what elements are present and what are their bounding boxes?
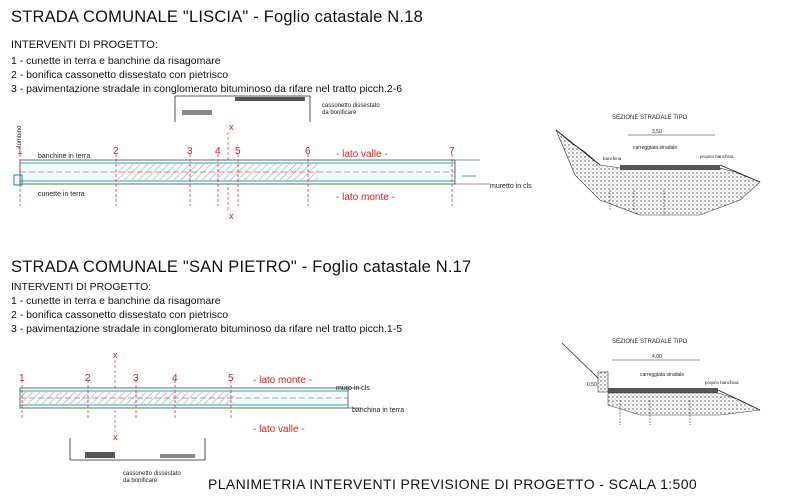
section2-station-label-1: 1	[19, 373, 25, 384]
section1-banchine-label: banchine in terra	[38, 153, 91, 160]
section2-width-label: 4,00	[652, 354, 662, 360]
section2-section-mark-top: x	[113, 350, 118, 360]
section1-muretto-label: muretto in cls	[490, 183, 532, 190]
section2-cassonetto-marker	[70, 438, 205, 460]
drawing-caption: PLANIMETRIA INTERVENTI PREVISIONE DI PROGETTO - SCALA 1:500	[208, 476, 698, 492]
section1-lato-valle: - lato valle -	[336, 149, 388, 160]
section1-tombino-label: tombino	[17, 125, 23, 147]
section2-carreggiata-label: carreggiata stradale	[640, 372, 685, 378]
section1-plan	[14, 96, 532, 221]
section2-item-1: 1 - cunette in terra e banchine da risagomare	[11, 295, 221, 307]
section1-station-label-1: 1	[17, 146, 23, 157]
section1-station-label-6: 6	[305, 146, 311, 157]
section2-cassonetto-label: cassonetto dissestato da bonificare	[123, 471, 181, 484]
section2-item-2: 2 - bonifica cassonetto dissestato con pietrisco	[11, 309, 229, 321]
section1-station-label-2: 2	[113, 146, 119, 157]
section2-cross-section	[562, 339, 760, 425]
section1-item-2: 2 - bonifica cassonetto dissestato con pietrisco	[11, 69, 229, 81]
section2-station-label-3: 3	[133, 373, 139, 384]
section2-interventi-heading: INTERVENTI DI PROGETTO:	[11, 281, 152, 293]
section1-station-label-4: 4	[215, 146, 221, 157]
section2-banchina2-label: proprio banchina	[705, 380, 739, 385]
section1-cross-title: SEZIONE STRADALE TIPO	[612, 115, 688, 121]
section1-cunette-label: cunette in terra	[38, 191, 85, 198]
section2-plan	[19, 350, 404, 484]
section1-item-1: 1 - cunette in terra e banchine da risagomare	[11, 55, 221, 67]
section1-lato-monte: - lato monte -	[336, 192, 395, 203]
section1-title: STRADA COMUNALE "LISCIA" - Foglio catastale N.18	[11, 8, 423, 26]
section2-lato-valle: - lato valle -	[253, 424, 305, 435]
section2-station-label-5: 5	[228, 373, 234, 384]
section1-interventi-heading: INTERVENTI DI PROGETTO:	[11, 39, 158, 51]
section1-cross-section	[556, 115, 760, 215]
section2-station-label-2: 2	[85, 373, 91, 384]
section1-station-label-3: 3	[187, 146, 193, 157]
section1-station-label-7: 7	[449, 146, 455, 157]
section2-banchina-label: banchina in terra	[352, 407, 405, 414]
section1-item-3: 3 - pavimentazione stradale in conglomerato bituminoso da rifare nel tratto picch.2-6	[11, 83, 403, 95]
section2-lato-monte: - lato monte -	[253, 375, 312, 386]
section2-muro-label: muro in cls	[336, 385, 370, 392]
section1-cassonetto-label-1: cassonetto dissestato da bonificare	[322, 103, 380, 116]
section1-banchina-label: banchina	[603, 156, 622, 161]
section2-section-mark-bottom: x	[113, 432, 118, 442]
section1-banchina2-label: proprio banchina	[700, 154, 734, 159]
section1-width-label: 3,50	[652, 129, 662, 135]
section2-cross-title: SEZIONE STRADALE TIPO	[612, 339, 688, 345]
section1-carreggiata-label: carreggiata stradale	[633, 145, 678, 151]
section2-station-label-4: 4	[172, 373, 178, 384]
section2-item-3: 3 - pavimentazione stradale in conglomerato bituminoso da rifare nel tratto picch.1-5	[11, 323, 403, 335]
section2-title: STRADA COMUNALE "SAN PIETRO" - Foglio catastale N.17	[11, 258, 472, 276]
section1-section-mark-bottom: x	[229, 211, 234, 221]
section1-cassonetto-marker	[175, 96, 310, 122]
section2-height-label: 0,50	[587, 382, 597, 388]
section1-station-label-5: 5	[235, 146, 241, 157]
section1-section-mark-top: x	[229, 122, 234, 132]
